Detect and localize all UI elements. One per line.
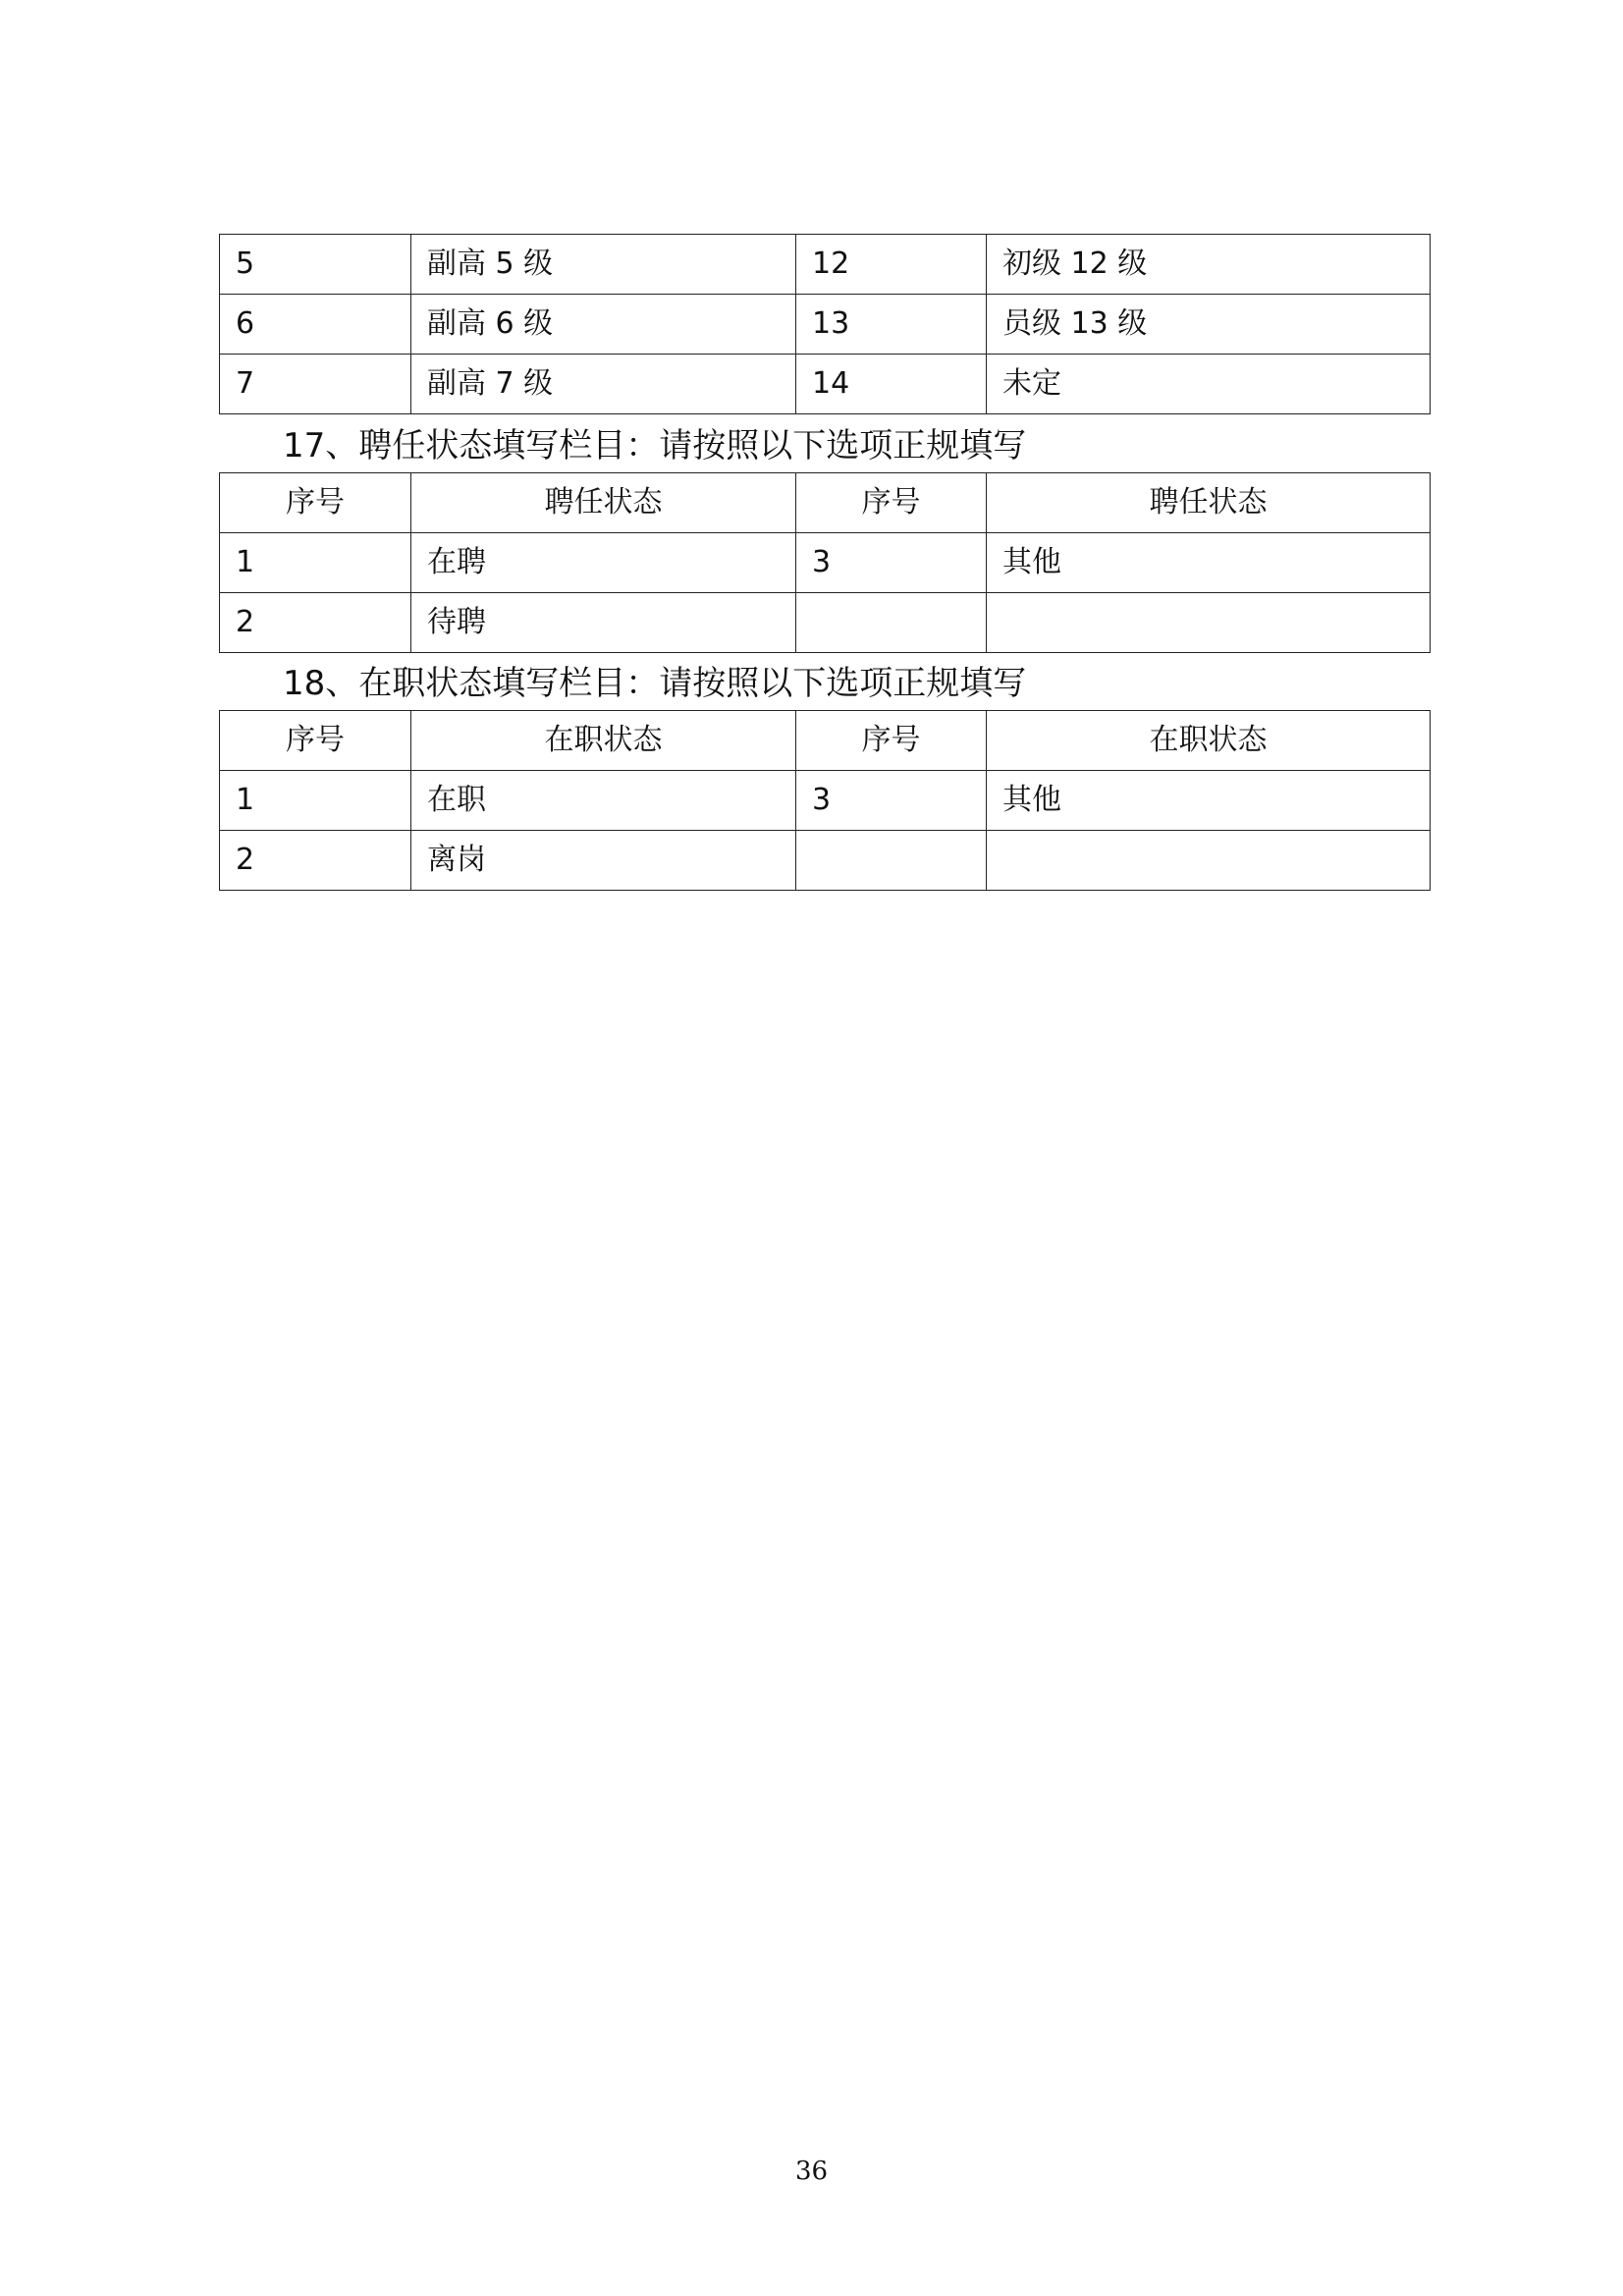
table-row: [220, 831, 1431, 891]
table-cell: 副高 6 级: [411, 295, 796, 355]
section-18-title: 18、在职状态填写栏目：请按照以下选项正规填写: [283, 664, 1027, 703]
table-cell: [987, 593, 1431, 653]
table-cell: 在职: [411, 771, 796, 831]
table-cell: 其他: [987, 771, 1431, 831]
employment-status-table: [219, 472, 1431, 653]
table-cell: 初级 12 级: [987, 235, 1431, 295]
table-header-row: [220, 711, 1431, 771]
table-cell: 5: [220, 235, 411, 295]
table-cell: 3: [796, 771, 987, 831]
table-row: [220, 593, 1431, 653]
table-row: [220, 235, 1431, 295]
table-cell: 2: [220, 831, 411, 891]
table-row: [220, 533, 1431, 593]
table-cell: 副高 5 级: [411, 235, 796, 295]
table-cell: 1: [220, 771, 411, 831]
table-cell: 14: [796, 355, 987, 414]
table-cell: 7: [220, 355, 411, 414]
column-header: 在职状态: [411, 711, 796, 771]
column-header: 序号: [220, 711, 411, 771]
table-cell: 6: [220, 295, 411, 355]
table-row: [220, 355, 1431, 414]
section-17-title: 17、聘任状态填写栏目：请按照以下选项正规填写: [283, 426, 1027, 465]
table-cell: 未定: [987, 355, 1431, 414]
column-header: 序号: [220, 473, 411, 533]
table-cell: [987, 831, 1431, 891]
job-status-table: [219, 710, 1431, 891]
table-cell: 3: [796, 533, 987, 593]
table-cell: 员级 13 级: [987, 295, 1431, 355]
table-row: [220, 295, 1431, 355]
column-header: 聘任状态: [411, 473, 796, 533]
table-cell: 其他: [987, 533, 1431, 593]
table-cell: [796, 831, 987, 891]
table-cell: 待聘: [411, 593, 796, 653]
table-header-row: [220, 473, 1431, 533]
column-header: 序号: [796, 473, 987, 533]
table-cell: 2: [220, 593, 411, 653]
page-number: 36: [794, 2157, 829, 2186]
table-cell: [796, 593, 987, 653]
table-cell: 在聘: [411, 533, 796, 593]
column-header: 在职状态: [987, 711, 1431, 771]
table-cell: 副高 7 级: [411, 355, 796, 414]
table-cell: 13: [796, 295, 987, 355]
professional-level-table: [219, 234, 1431, 414]
column-header: 序号: [796, 711, 987, 771]
table-row: [220, 771, 1431, 831]
column-header: 聘任状态: [987, 473, 1431, 533]
table-cell: 1: [220, 533, 411, 593]
table-cell: 离岗: [411, 831, 796, 891]
table-cell: 12: [796, 235, 987, 295]
